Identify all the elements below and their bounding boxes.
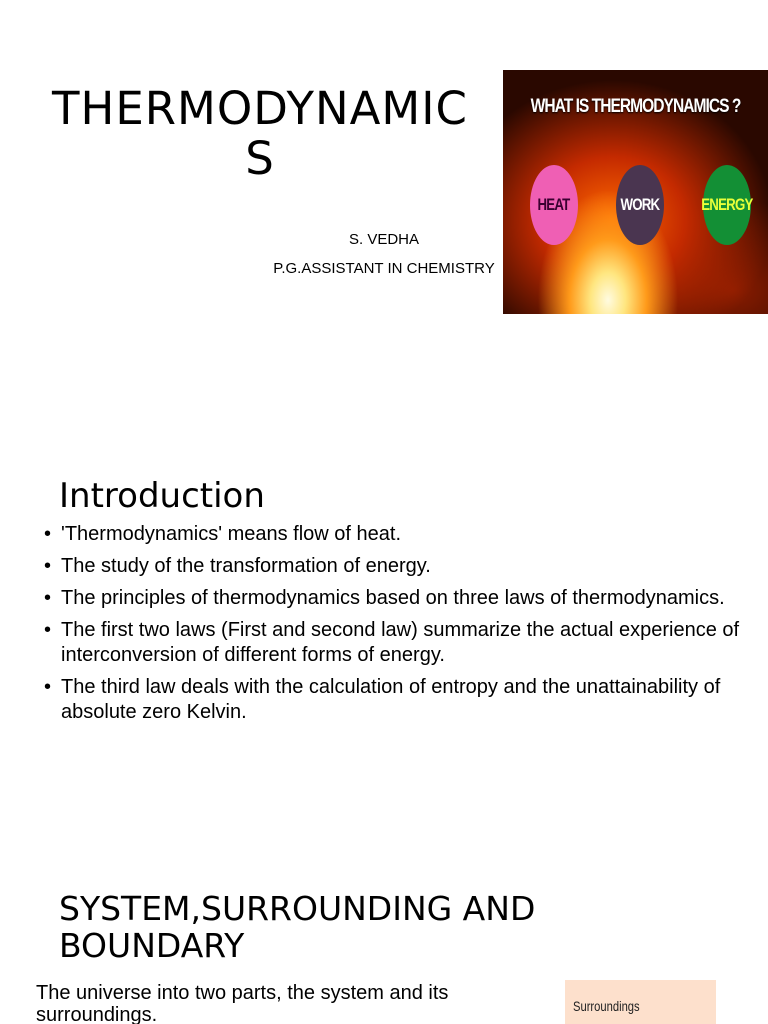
bullet-item: • The first two laws (First and second law) summarize the actual experience of interconversion of different forms of energy. [44,618,744,668]
introduction-slide [0,458,768,842]
title-slide [0,0,768,420]
presentation-title: THERMODYNAMICS [52,82,468,185]
bullet-item: • The principles of thermodynamics based on three laws of thermodynamics. [44,586,744,611]
author-role: P.G.ASSISTANT IN CHEMISTRY [273,260,495,277]
author-name: S. VEDHA [348,231,420,248]
energy-bubble: ENERGY [703,165,751,245]
heat-bubble: HEAT [530,165,578,245]
fire-illustration [503,70,768,314]
slide-title: Introduction [59,476,265,516]
system-slide [0,870,768,1024]
bullet-item: • The third law deals with the calculation of entropy and the unattainability of absolute zero Kelvin. [44,675,744,725]
work-bubble: WORK [616,165,664,245]
bullet-list [44,522,744,732]
bullet-item: • The study of the transformation of energy. [44,554,744,579]
surroundings-diagram [565,980,716,1024]
diagram-label: Surroundings [573,998,640,1014]
slide-body-text: The universe into two parts, the system and its surroundings. [36,982,449,1024]
illustration-heading: WHAT IS THERMODYNAMICS ? [530,96,741,117]
slide-title: SYSTEM,SURROUNDING AND BOUNDARY [59,889,536,965]
bullet-item: • 'Thermodynamics' means flow of heat. [44,522,744,547]
